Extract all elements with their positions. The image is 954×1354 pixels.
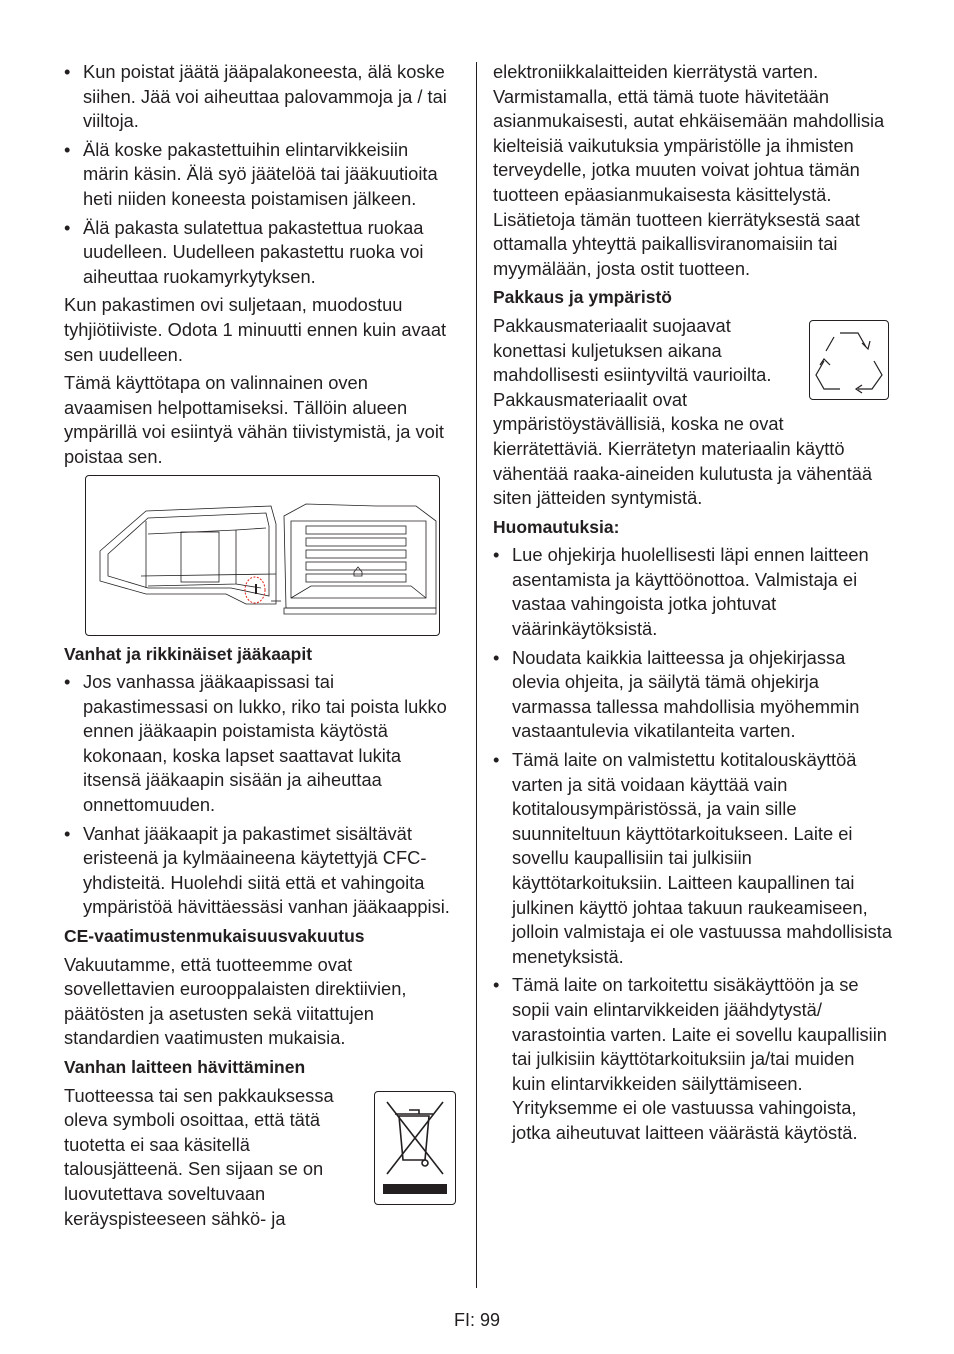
list-item: • Älä pakasta sulatettua pakastettua ruokaa uudelleen. Uudelleen pakastettu ruoka voi aiheuttaa ruokamyrkytyksen. [64, 216, 456, 290]
weee-bin-icon [374, 1091, 456, 1205]
list-item: • Älä koske pakastettuihin elintarvikkeisiin märin käsin. Älä syö jäätelöä tai jääkuutioita heti niiden koneesta poistamisen jälkeen. [64, 138, 456, 212]
page-number: FI: 99 [453, 1310, 501, 1330]
notes-heading: Huomautuksia: [493, 516, 620, 537]
disposal-heading: Vanhan laitteen hävittäminen [64, 1057, 306, 1077]
column-divider [476, 62, 477, 1288]
left-column [64, 60, 456, 1235]
vacuum-paragraph: Kun pakastimen ovi suljetaan, muodostuu tyhjiötiiviste. Odota 1 minuutti ennen kuin avaat sen uudelleen. [64, 294, 447, 365]
right-column [493, 60, 893, 1150]
recycle-icon [809, 320, 889, 400]
condensation-paragraph: Tämä käyttötapa on valinnainen oven avaamisen helpottamiseksi. Tällöin alueen ympärillä voi esiintyä vähän tiivistymistä, ja voit poistaa sen. [64, 372, 444, 467]
ce-heading: CE-vaatimustenmukaisuusvakuutus [64, 926, 365, 947]
packaging-heading: Pakkaus ja ympäristö [493, 287, 672, 308]
packaging-text: Pakkausmateriaalit suojaavat konettasi kuljetuksen aikana mahdollisesti esiintyviltä vaurioilta. Pakkausmateriaalit ovat ympäristöystävällisiä, koska ne ovat kierrätettäviä. Kierrätetyn materiaalin käyttö vähentää raaka-aineiden kulutusta ja vähentää siten jätteiden syntymistä. [493, 314, 873, 509]
old-fridges-bullets [64, 670, 456, 920]
freezer-illustration [85, 475, 440, 636]
old-fridges-heading: Vanhat ja rikkinäiset jääkaapit [64, 643, 313, 664]
list-item: • Lue ohjekirja huolellisesti läpi ennen laitteen asentamista ja käyttöönottoa. Valmistaja ei vastaa vahingoista jotka johtuvat väärinkäytöksistä. [493, 543, 893, 641]
list-item: • Tämä laite on tarkoitettu sisäkäyttöön ja se sopii vain elintarvikkeiden jäähdytystä/ varastointia varten. Laite ei sovellu kaupallisiin tai julkisiin käyttötarkoituksiin ja/tai muiden kuin elintarvikkeiden säilyttämiseen. Yrityksemme ei ole vastuussa vahingoista, jotka aiheutuvat laitteen väärästä käytöstä. [493, 973, 893, 1145]
list-item: • Vanhat jääkaapit ja pakastimet sisältävät eristeenä ja kylmäaineena käytettyjä CFC-yhdisteitä. Huolehdi siitä että et vahingoita ympäristöä hävittäessäsi vanhan jääkaappisi. [64, 822, 456, 920]
list-item: • Tämä laite on valmistettu kotitalouskäyttöä varten ja sitä voidaan käyttää vain kotitalousympäristössä, ja vain sille suunniteltuun käyttötarkoitukseen. Laite ei sovellu kaupallisiin tai julkisiin käyttötarkoituksiin. Laitteen kaupallinen tai julkinen käyttö johtaa takuun raukeamiseen, jolloin valmistaja ei ole vastuussa mahdollisista menetyksistä. [493, 748, 893, 969]
disposal-text: Tuotteessa tai sen pakkauksessa oleva symboli osoittaa, että tätä tuotetta ei saa käsitellä talousjätteenä. Sen sijaan se on luovutettava soveltuvaan keräyspisteeseen sähkö- ja [64, 1084, 334, 1229]
notes-bullets [493, 543, 893, 1145]
list-item: • Kun poistat jäätä jääpalakoneesta, älä koske siihen. Jää voi aiheuttaa palovammoja ja / tai viiltoja. [64, 60, 456, 134]
list-item: • Noudata kaikkia laitteessa ja ohjekirjassa olevia ohjeita, ja säilytä tämä ohjekirja varmassa tallessa mahdollisia myöhemmin vastaantulevia vikatilanteita varten. [493, 646, 893, 744]
freezer-drawing [86, 476, 439, 635]
list-item: • Jos vanhassa jääkaapissasi tai pakastimessasi on lukko, riko tai poista lukko ennen jääkaapin poistamista käytöstä kokonaan, koska lapset saattavat lukita itsensä jääkaapin sisään ja aiheuttaa onnettomuuden. [64, 670, 456, 818]
ce-text: Vakuutamme, että tuotteemme ovat sovellettavien eurooppalaisten direktiivien, päätösten ja asetusten sekä viitattujen standardien vaatimusten mukaisia. [64, 953, 407, 1049]
disposal-continued: elektroniikkalaitteiden kierrätystä varten. Varmistamalla, että tämä tuote hävitetään asianmukaisesti, autat ehkäisemään mahdollisia kielteisiä vaikutuksia ympäristölle ja ihmisten terveydelle, jotka muuten voivat johtua tämän tuotteen epäasianmukaisesta käsittelystä. Lisätietoja tämän tuotteen kierrätyksestä saat ottamalla yhteyttä paikallisviranomaisiin tai myymälään, josta ostit tuotteen. [493, 61, 885, 279]
safety-bullets [64, 60, 456, 289]
